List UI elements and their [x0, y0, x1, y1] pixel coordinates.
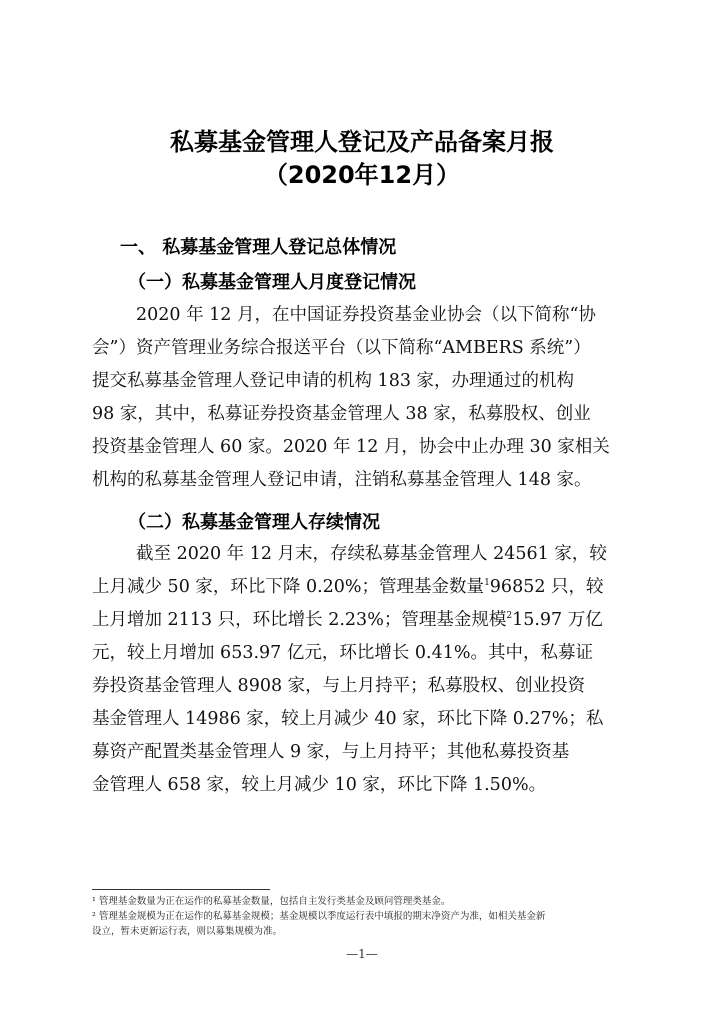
paragraph-line: 募资产配置类基金管理人 9 家，与上月持平；其他私募投资基	[92, 742, 570, 762]
footnote-divider	[92, 889, 270, 890]
paragraph-line: 基金管理人 14986 家，较上月减少 40 家，环比下降 0.27%；私	[92, 709, 604, 729]
document-title: 私募基金管理人登记及产品备案月报	[170, 128, 554, 156]
paragraph-line: 机构的私募基金管理人登记申请，注销私募基金管理人 148 家。	[92, 470, 592, 490]
text-segment: 15.97 万亿	[512, 610, 603, 630]
paragraph-existing-managers	[92, 538, 634, 802]
subsection-heading-existing-managers: （二）私募基金管理人存续情况	[128, 512, 380, 533]
paragraph-line: 98 家，其中，私募证券投资基金管理人 38 家，私募股权、创业	[92, 404, 591, 424]
footnote-marker-1[interactable]: 1	[484, 578, 490, 589]
text-segment: 上月减少 50 家，环比下降 0.20%；管理基金数量	[92, 577, 485, 597]
paragraph-line: 提交私募基金管理人登记申请的机构 183 家，办理通过的机构	[92, 371, 575, 391]
text-segment: 96852 只，较	[489, 577, 604, 597]
paragraph-line	[92, 604, 634, 637]
subsection-heading-monthly-registration: （一）私募基金管理人月度登记情况	[128, 272, 416, 293]
footnotes	[92, 894, 632, 939]
footnote-marker-2[interactable]: 2	[506, 611, 513, 622]
footnote-1: ¹ 管理基金数量为正在运作的私募基金数量，包括自主发行类基金及顾问管理类基金。	[92, 896, 451, 907]
paragraph-monthly-registration	[92, 299, 634, 497]
paragraph-line: 2020 年 12 月，在中国证券投资基金业协会（以下简称“协	[136, 305, 596, 325]
paragraph-line: 会”）资产管理业务综合报送平台（以下简称“AMBERS 系统”）	[92, 338, 591, 358]
paragraph-line: 金管理人 658 家，较上月减少 10 家，环比下降 1.50%。	[92, 775, 547, 795]
page-number: —1—	[346, 947, 378, 961]
paragraph-line: 券投资基金管理人 8908 家，与上月持平；私募股权、创业投资	[92, 676, 586, 696]
paragraph-line: 投资基金管理人 60 家。2020 年 12 月，协会中止办理 30 家相关	[92, 437, 610, 457]
paragraph-line: 元，较上月增加 653.97 亿元，环比增长 0.41%。其中，私募证	[92, 643, 594, 663]
footnote-2-continued: 设立，暂未更新运行表，则以募集规模为准。	[92, 926, 283, 937]
document-subtitle-date: （2020年12月）	[263, 161, 461, 189]
footnote-2: ² 管理基金规模为正在运作的私募基金规模；基金规模以季度运行表中填报的期末净资产为准，如相关基金新	[92, 911, 546, 922]
paragraph-line	[92, 571, 634, 604]
section-heading-1: 一、 私募基金管理人登记总体情况	[120, 237, 397, 258]
text-segment: 上月增加 2113 只，环比增长 2.23%；管理基金规模	[92, 610, 507, 630]
paragraph-line: 截至 2020 年 12 月末，存续私募基金管理人 24561 家，较	[136, 544, 607, 564]
